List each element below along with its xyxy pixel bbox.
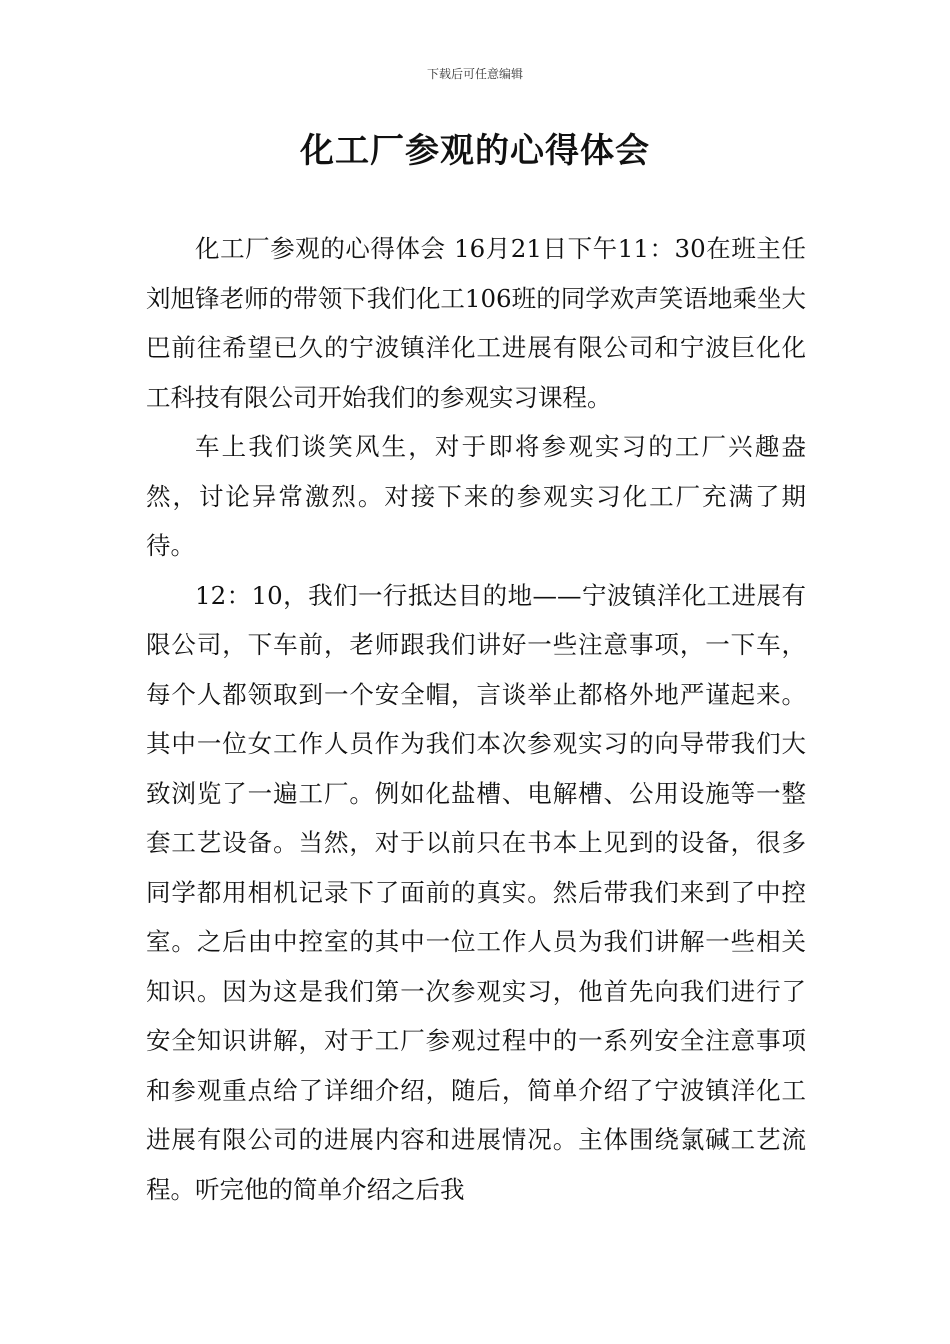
document-title: 化工厂参观的心得体会 [300, 131, 650, 171]
header-note: 下载后可任意编辑 [426, 67, 523, 81]
document-body [146, 224, 806, 1214]
body-paragraph: 车上我们谈笑风生，对于即将参观实习的工厂兴趣盎然，讨论异常激烈。对接下来的参观实习化工厂充满了期待。 [146, 432, 806, 560]
body-paragraph: 12：10，我们一行抵达目的地——宁波镇洋化工进展有限公司，下车前，老师跟我们讲好一些注意事项，一下车，每个人都领取到一个安全帽，言谈举止都格外地严谨起来。其中一位女工作人员作为我们本次参观实习的向导带我们大致浏览了一遍工厂。例如化盐槽、电解槽、公用设施等一整套工艺设备。当然，对于以前只在书本上见到的设备，很多同学都用相机记录下了面前的真实。然后带我们来到了中控室。之后由中控室的其中一位工作人员为我们讲解一些相关知识。因为这是我们第一次参观实习，他首先向我们进行了安全知识讲解，对于工厂参观过程中的一系列安全注意事项和参观重点给了详细介绍，随后，简单介绍了宁波镇洋化工进展有限公司的进展内容和进展情况。主体围绕氯碱工艺流程。听完他的简单介绍之后我 [146, 580, 806, 1204]
body-paragraph: 化工厂参观的心得体会 16月21日下午11：30在班主任刘旭锋老师的带领下我们化工106班的同学欢声笑语地乘坐大巴前往希望已久的宁波镇洋化工进展有限公司和宁波巨化化工科技有限公司开始我们的参观实习课程。 [146, 234, 806, 412]
